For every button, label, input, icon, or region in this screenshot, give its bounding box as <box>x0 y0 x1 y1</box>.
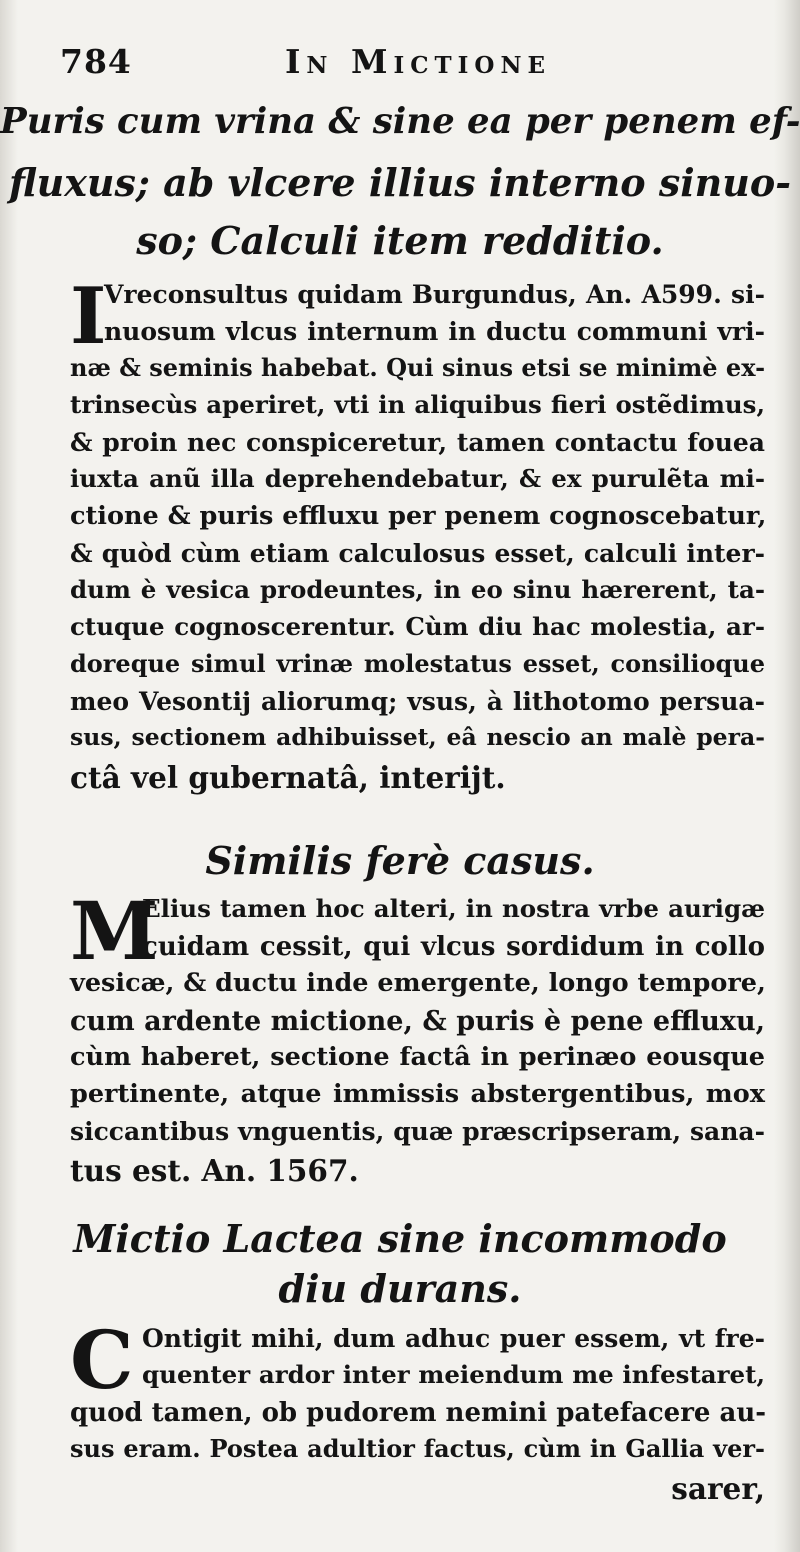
section2-line-2: cuidam cessit, qui vlcus sordidum in collo <box>142 932 765 962</box>
page-number: 784 <box>60 42 132 81</box>
section1-line-6: iuxta anũ illa deprehendebatur, & ex purulẽta mi- <box>70 464 765 493</box>
section1-line-8: & quòd cùm etiam calculosus esset, calculi inter- <box>70 539 765 568</box>
section1-line-10: ctuque cognoscerentur. Cùm diu hac molestia, ar- <box>70 612 765 641</box>
section3-line-4: sus eram. Postea adultior factus, cùm in Gallia ver- <box>70 1434 765 1463</box>
section2-line-1: Elius tamen hoc alteri, in nostra vrbe aurigæ <box>142 894 765 923</box>
section2-line-6: pertinente, atque immissis abstergentibus, mox <box>70 1079 765 1109</box>
section2-line-4: cum ardente mictione, & puris è pene effluxu, <box>70 1006 765 1037</box>
section3-title-line-1: Mictio Lactea sine incommodo <box>73 1216 727 1261</box>
section1-line-5: & proin nec conspiceretur, tamen contactu fouea <box>70 428 765 457</box>
section1-line-13: sus, sectionem adhibuisset, eâ nescio an malè pera- <box>70 723 765 751</box>
drop-cap-c: C <box>70 1313 134 1407</box>
section1-line-9: dum è vesica prodeuntes, in eo sinu hærerent, ta- <box>70 575 765 604</box>
section3-line-1: Ontigit mihi, dum adhuc puer essem, vt fre- <box>142 1324 765 1353</box>
section3-line-5: sarer, <box>671 1471 765 1506</box>
section1-title-line-2: fluxus; ab vlcere illius interno sinuo- <box>8 160 792 205</box>
section1-line-4: trinsecùs aperiret, vti in aliquibus fieri ostẽdimus, <box>70 390 765 419</box>
section1-line-7: ctione & puris effluxu per penem cognoscebatur, <box>70 501 767 531</box>
section1-line-1: Vreconsultus quidam Burgundus, An. A599. si- <box>104 280 765 309</box>
section2-line-3: vesicæ, & ductu inde emergente, longo tempore, <box>70 968 766 998</box>
section1-title-line-3: so; Calculi item redditio. <box>136 218 664 263</box>
running-head: In Mictione <box>285 42 552 81</box>
section2-title: Similis ferè casus. <box>205 838 595 883</box>
drop-cap-i: I <box>70 271 107 362</box>
section1-line-11: doreque simul vrinæ molestatus esset, consilioque <box>70 649 765 678</box>
section3-line-3: quod tamen, ob pudorem nemini patefacere au- <box>70 1398 767 1428</box>
drop-cap-m: M <box>70 884 159 978</box>
section1-line-14: ctâ vel gubernatâ, interijt. <box>70 760 506 795</box>
section3-title-line-2: diu durans. <box>278 1266 522 1311</box>
page-header <box>60 40 760 84</box>
section1-line-3: næ & seminis habebat. Qui sinus etsi se minimè ex- <box>70 353 766 382</box>
section2-line-8: tus est. An. 1567. <box>70 1153 359 1188</box>
section2-line-5: cùm haberet, sectione factâ in perinæo eousque <box>70 1042 765 1072</box>
section2-line-7: siccantibus vnguentis, quæ præscripseram, sana- <box>70 1117 765 1146</box>
section1-line-12: meo Vesontij aliorumq; vsus, à lithotomo persua- <box>70 687 765 716</box>
section1-line-2: nuosum vlcus internum in ductu communi vri- <box>104 317 765 346</box>
section1-title-line-1: Puris cum vrina & sine ea per penem ef- <box>0 101 800 142</box>
section3-line-2: quenter ardor inter meiendum me infestaret, <box>142 1360 765 1389</box>
